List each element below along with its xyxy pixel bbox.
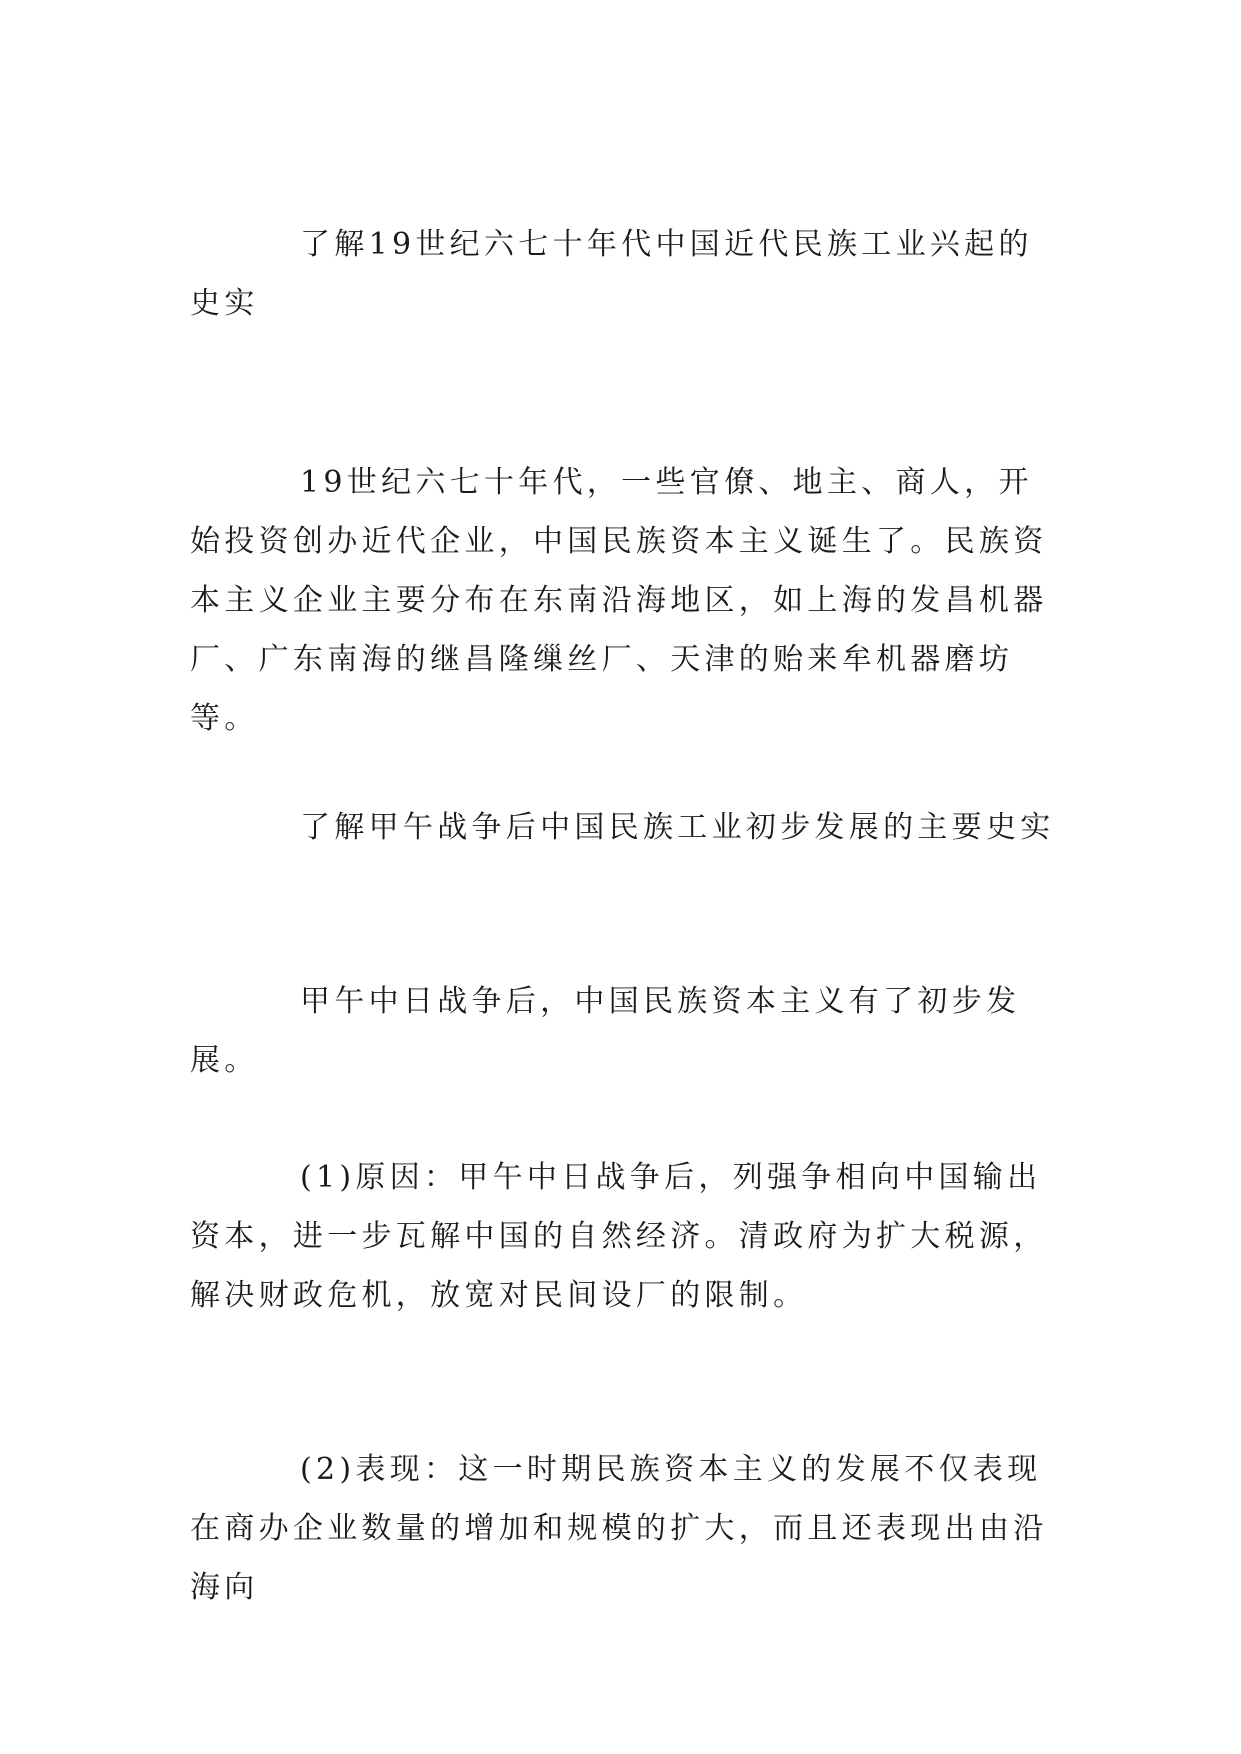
paragraph-initial-development: 甲午中日战争后，中国民族资本主义有了初步发展。 xyxy=(190,984,1021,1078)
section-heading-post-war-development: 了解甲午战争后中国民族工业初步发展的主要史实 xyxy=(300,810,1055,845)
paragraph-causes: (1)原因：甲午中日战争后，列强争相向中国输出资本，进一步瓦解中国的自然经济。清政府为扩大税源，解决财政危机，放宽对民间设厂的限制。 xyxy=(190,1160,1048,1313)
paragraph-birth-of-national-capitalism: 19世纪六七十年代，一些官僚、地主、商人，开始投资创办近代企业，中国民族资本主义诞生了。民族资本主义企业主要分布在东南沿海地区，如上海的发昌机器厂、广东南海的继昌隆缫丝厂、天津的贻来牟机器磨坊等。 xyxy=(190,465,1048,736)
paragraph-manifestations: (2)表现：这一时期民族资本主义的发展不仅表现在商办企业数量的增加和规模的扩大，而且还表现出由沿海向 xyxy=(190,1452,1048,1605)
section-heading-rise-of-national-industry: 了解19世纪六七十年代中国近代民族工业兴起的史实 xyxy=(190,227,1033,321)
